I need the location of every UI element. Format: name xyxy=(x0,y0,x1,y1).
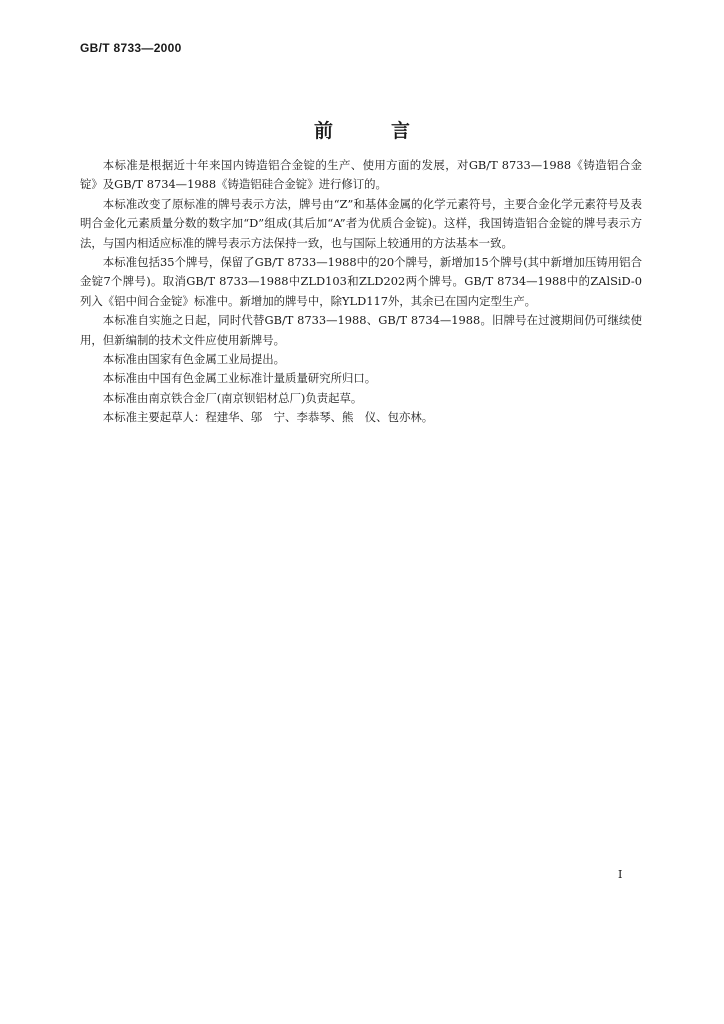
paragraph-drafted-by: 本标准由南京铁合金厂(南京钡铝材总厂)负责起草。 xyxy=(102,390,363,405)
paragraph-revision-basis: 本标准是根据近十年来国内铸造铝合金锭的生产、使用方面的发展，对GB/T 8733—1988《铸造铝合金锭》及GB/T 8734—1988《铸造铝硅合金锭》进行修订的。 xyxy=(80,158,642,192)
paragraph-designation-change: 本标准改变了原标准的牌号表示方法，牌号由“Z”和基体金属的化学元素符号，主要合金化学元素符号及表明合金化元素质量分数的数字加“D”组成(其后加“A”者为优质合金锭)。这样，我国铸造铝合金锭的牌号表示方法，与国内相适应标准的牌号表示方法保持一致，也与国际上较通用的方法基本一致。 xyxy=(80,196,642,250)
paragraph-proposed-by: 本标准由国家有色金属工业局提出。 xyxy=(102,352,286,367)
standard-number: GB/T 8733—2000 xyxy=(80,41,182,55)
paragraph-replacement: 本标准自实施之日起，同时代替GB/T 8733—1988、GB/T 8734—1988。旧牌号在过渡期间仍可继续使用，但新编制的技术文件应使用新牌号。 xyxy=(80,313,642,347)
paragraph-centralized-by: 本标准由中国有色金属工业标准计量质量研究所归口。 xyxy=(102,371,377,386)
page-title: 前言 xyxy=(313,120,468,142)
paragraph-drafters: 本标准主要起草人：程建华、邬 宁、李恭琴、熊 仪、包亦林。 xyxy=(102,410,434,425)
foreword-body xyxy=(80,156,642,428)
page-number: I xyxy=(618,868,623,881)
paragraph-grades: 本标准包括35个牌号，保留了GB/T 8733—1988中的20个牌号，新增加15个牌号(其中新增加压铸用铝合金锭7个牌号)。取消GB/T 8733—1988中ZLD103和ZLD202两个牌号。GB/T 8734—1988中的ZAlSiD-0列入《铝中间合金锭》标准中。新增加的牌号中，除YLD117外，其余已在国内定型生产。 xyxy=(80,255,642,308)
